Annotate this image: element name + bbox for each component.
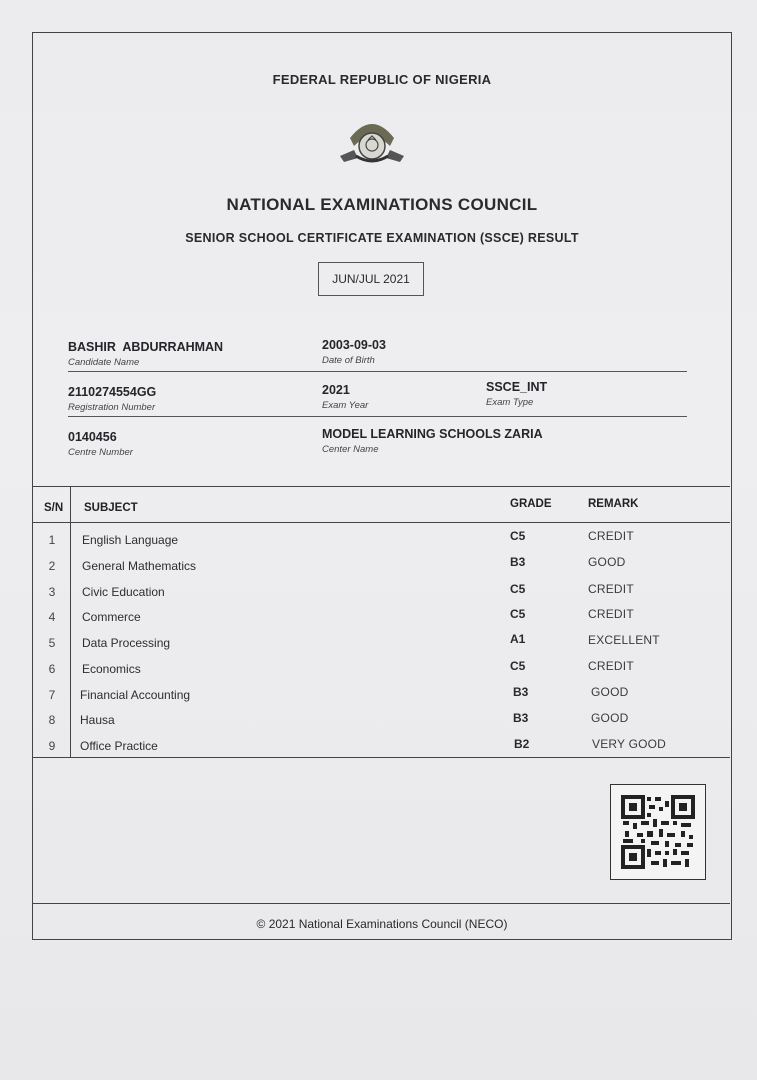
- row-grade: C5: [510, 529, 526, 543]
- exam-year-field: [322, 383, 368, 411]
- table-header-border: [32, 522, 730, 523]
- registration-number-label: Registration Number: [68, 402, 156, 413]
- row-sn: 7: [48, 688, 56, 702]
- header-subject: SUBJECT: [84, 502, 138, 514]
- row-sn: 3: [48, 585, 56, 599]
- centre-number-label: Centre Number: [68, 447, 133, 458]
- qr-code-icon: [610, 784, 706, 880]
- table-row: [32, 684, 730, 710]
- divider: [68, 416, 687, 417]
- row-sn: 5: [48, 636, 56, 650]
- row-subject: Civic Education: [82, 585, 165, 599]
- row-sn: 4: [48, 610, 56, 624]
- dob-value: 2003-09-03: [322, 338, 386, 352]
- row-subject: Financial Accounting: [80, 688, 191, 702]
- footer-divider: [32, 903, 730, 904]
- council-title: NATIONAL EXAMINATIONS COUNCIL: [226, 195, 538, 214]
- row-remark: CREDIT: [588, 607, 634, 621]
- table-row: [32, 529, 730, 555]
- row-subject: General Mathematics: [82, 559, 197, 573]
- table-row: [32, 555, 730, 581]
- row-grade: B3: [513, 685, 529, 699]
- row-grade: A1: [510, 632, 526, 646]
- row-subject: English Language: [82, 533, 179, 547]
- row-remark: EXCELLENT: [588, 633, 660, 647]
- registration-field: [68, 385, 156, 413]
- exam-session-box: JUN/JUL 2021: [318, 262, 424, 296]
- row-grade: B3: [513, 711, 529, 725]
- table-row: [32, 658, 730, 684]
- row-remark: VERY GOOD: [592, 737, 667, 751]
- exam-type-label: Exam Type: [486, 397, 534, 408]
- row-sn: 1: [48, 533, 56, 547]
- header-sn: S/N: [44, 502, 64, 514]
- row-grade: B3: [510, 555, 526, 569]
- dob-field: [322, 338, 386, 366]
- row-remark: GOOD: [591, 711, 629, 725]
- row-grade: B2: [514, 737, 530, 751]
- table-bottom-border: [32, 757, 730, 758]
- row-remark: CREDIT: [588, 582, 634, 596]
- table-row: [32, 709, 730, 735]
- row-subject: Commerce: [82, 610, 141, 624]
- dob-label: Date of Birth: [322, 355, 375, 366]
- row-remark: CREDIT: [588, 659, 634, 673]
- republic-heading: FEDERAL REPUBLIC OF NIGERIA: [272, 72, 492, 87]
- row-remark: CREDIT: [588, 529, 634, 543]
- centre-name-value: MODEL LEARNING SCHOOLS ZARIA: [322, 427, 543, 441]
- table-top-border: [32, 486, 730, 487]
- row-sn: 9: [48, 739, 56, 753]
- row-subject: Office Practice: [80, 739, 158, 753]
- candidate-name-label: Candidate Name: [68, 357, 140, 368]
- table-row: [32, 581, 730, 607]
- centre-number-field: [68, 430, 133, 458]
- row-sn: 6: [48, 662, 56, 676]
- centre-name-field: [322, 427, 543, 455]
- exam-title: SENIOR SCHOOL CERTIFICATE EXAMINATION (SSCE) RESULT: [185, 231, 579, 245]
- row-grade: C5: [510, 659, 526, 673]
- table-row: [32, 632, 730, 658]
- row-remark: GOOD: [591, 685, 629, 699]
- row-subject: Hausa: [80, 713, 115, 727]
- exam-type-value: SSCE_INT: [486, 380, 548, 394]
- row-sn: 2: [48, 559, 56, 573]
- copyright-footer: © 2021 National Examinations Council (NECO): [256, 917, 508, 931]
- centre-number-value: 0140456: [68, 430, 117, 444]
- exam-type-field: [486, 380, 547, 408]
- exam-year-label: Exam Year: [322, 400, 369, 411]
- row-subject: Economics: [82, 662, 141, 676]
- header-grade: GRADE: [510, 498, 552, 510]
- exam-year-value: 2021: [322, 383, 350, 397]
- table-row: [32, 606, 730, 632]
- row-sn: 8: [48, 713, 56, 727]
- row-remark: GOOD: [588, 555, 626, 569]
- candidate-name-value: BASHIR ABDURRAHMAN: [68, 340, 224, 354]
- row-grade: C5: [510, 607, 526, 621]
- centre-name-label: Center Name: [322, 444, 379, 455]
- candidate-name-field: [68, 340, 223, 368]
- neco-crest-icon: [336, 110, 408, 168]
- row-subject: Data Processing: [82, 636, 171, 650]
- row-grade: C5: [510, 582, 526, 596]
- divider: [68, 371, 687, 372]
- registration-number-value: 2110274554GG: [68, 385, 157, 399]
- header-remark: REMARK: [588, 498, 639, 510]
